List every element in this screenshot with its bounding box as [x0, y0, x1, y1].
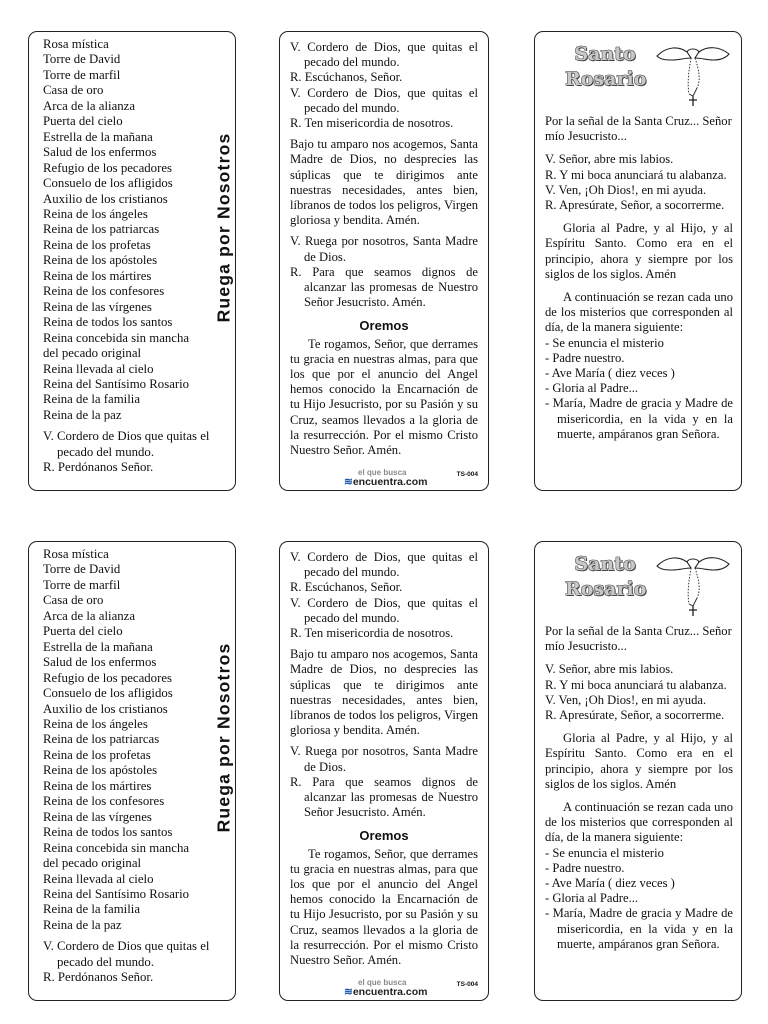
step-item: - María, Madre de gracia y Madre de misericordia, en la vida y en la muerte, ampáranos gran Señora. — [545, 906, 733, 951]
versicle: V. Ruega por nosotros, Santa Madre de Dios. — [290, 234, 478, 264]
litany-line: Rosa mística — [43, 547, 109, 561]
versicle: V. Ven, ¡Oh Dios!, en mi ayuda. — [545, 692, 707, 707]
litany-side-title: Ruega por Nosotros — [213, 642, 234, 832]
intro: Por la señal de la Santa Cruz... Señor mío Jesucristo... — [545, 114, 732, 144]
response: R. Y mi boca anunciará tu alabanza. — [545, 167, 727, 182]
litany-line: Reina de la paz — [43, 917, 122, 932]
litany-line: Reina de los ángeles — [43, 716, 148, 731]
litany-line: Reina de los patriarcas — [43, 732, 160, 747]
rosario-title: Santo Rosario — [565, 43, 647, 90]
oremos-heading: Oremos — [359, 828, 409, 844]
litany-line: Torre de marfil — [43, 577, 121, 592]
rosario-card — [534, 541, 742, 1001]
response: R. Escúchanos, Señor. — [290, 580, 403, 595]
oremos-heading: Oremos — [359, 318, 409, 334]
logo-tagline: el que busca — [358, 978, 407, 987]
praying-hands-rosary-icon — [653, 548, 733, 618]
encuentra-logo — [338, 978, 428, 1000]
prayers-text — [290, 40, 478, 458]
step-item: - Se enuncia el misterio — [545, 845, 664, 860]
litany-line: Estrella de la mañana — [43, 129, 153, 144]
versicle: V. Señor, abre mis labios. — [545, 152, 674, 167]
versicle: V. Señor, abre mis labios. — [545, 662, 674, 677]
litany-line: Reina de todos los santos — [43, 825, 173, 840]
rosario-title: Santo Rosario — [565, 553, 647, 600]
litany-line: Reina de los apóstoles — [43, 253, 158, 268]
litany-card — [28, 31, 236, 491]
encuentra-logo — [338, 468, 428, 490]
continuacion-text: A continuación se rezan cada uno de los misterios que corresponden al día, de la manera siguiente: — [545, 290, 733, 335]
rosario-text — [545, 114, 733, 442]
logo-text: encuentra.com — [352, 986, 428, 998]
litany-line: Reina de los mártires — [43, 268, 152, 283]
litany-line: Reina de los profetas — [43, 747, 151, 762]
litany-line: Torre de David — [43, 562, 121, 577]
step-item: - Gloria al Padre... — [545, 381, 639, 396]
rosario-card — [534, 31, 742, 491]
litany-line: Auxilio de los cristianos — [43, 701, 168, 716]
response: R. Ten misericordia de nosotros. — [290, 626, 454, 641]
logo-mark-icon: ≋ — [344, 986, 353, 998]
litany-line: Reina de la familia — [43, 392, 141, 407]
step-item: - Ave María ( diez veces ) — [545, 876, 675, 891]
versicle: V. Ruega por nosotros, Santa Madre de Dios. — [290, 744, 478, 774]
litany-line: Torre de David — [43, 52, 121, 67]
step-item: - Ave María ( diez veces ) — [545, 366, 675, 381]
litany-line: Reina de la familia — [43, 902, 141, 917]
step-item: - Se enuncia el misterio — [545, 335, 664, 350]
bajo-tu-amparo-prayer: Bajo tu amparo nos acogemos, Santa Madre de Dios, no desprecies las súplicas que te dirigimos ante nuestras necesidades, antes bien, líbranos de todos los peligros, Virgen gloriosa y bendita. Amén. — [290, 647, 478, 738]
gloria-prayer: Gloria al Padre, y al Hijo, y al Espíritu Santo. Como era en el principio, ahora y siempre por los siglos de los siglos. Amén — [545, 731, 733, 791]
logo-tagline: el que busca — [358, 468, 407, 477]
litany-line: Puerta del cielo — [43, 114, 123, 129]
response: R. Para que seamos dignos de alcanzar las promesas de Nuestro Señor Jesucristo. Amén. — [290, 774, 478, 820]
response: R. Escúchanos, Señor. — [290, 70, 403, 85]
litany-line: del pecado original — [43, 856, 142, 871]
litany-card — [28, 541, 236, 1001]
litany-line: Casa de oro — [43, 83, 104, 98]
litany-line: Reina de los apóstoles — [43, 763, 158, 778]
litany-response — [43, 429, 221, 475]
step-item: - Gloria al Padre... — [545, 891, 639, 906]
versicle: V. Cordero de Dios que quitas el pecado del mundo. — [43, 429, 210, 459]
litany-line: Casa de oro — [43, 593, 104, 608]
response: R. Ten misericordia de nosotros. — [290, 116, 454, 131]
prayers-text — [290, 550, 478, 968]
bajo-tu-amparo-prayer: Bajo tu amparo nos acogemos, Santa Madre de Dios, no desprecies las súplicas que te dirigimos ante nuestras necesidades, antes bien, líbranos de todos los peligros, Virgen gloriosa y bendita. Amén. — [290, 137, 478, 228]
litany-line: Refugio de los pecadores — [43, 670, 172, 685]
rosario-text — [545, 624, 733, 952]
litany-line: Reina concebida sin mancha — [43, 840, 190, 855]
card-code: TS-004 — [456, 981, 478, 988]
litany-line: Reina llevada al cielo — [43, 361, 154, 376]
litany-line: Estrella de la mañana — [43, 639, 153, 654]
versicle: V. Cordero de Dios, que quitas el pecado del mundo. — [290, 595, 478, 625]
litany-line: Arca de la alianza — [43, 608, 136, 623]
response: R. Perdónanos Señor. — [43, 460, 154, 475]
litany-line: Consuelo de los afligidos — [43, 176, 173, 191]
litany-line: Reina del Santísimo Rosario — [43, 886, 190, 901]
logo-text: encuentra.com — [352, 476, 428, 488]
litany-line: Salud de los enfermos — [43, 145, 157, 160]
litany-line: Reina del Santísimo Rosario — [43, 376, 190, 391]
litany-line: Reina de los mártires — [43, 778, 152, 793]
litany-line: Arca de la alianza — [43, 98, 136, 113]
litany-line: Rosa mística — [43, 37, 109, 51]
response: R. Perdónanos Señor. — [43, 970, 154, 985]
te-rogamos-prayer: Te rogamos, Señor, que derrames tu gracia en nuestras almas, para que los que por el anuncio del Angel hemos conocido la Encarnación de tu Hijo Jesucristo, por su Pasión y su Cruz, seamos llevados a la gloria de la resurrección. Por el mismo Cristo Nuestro Señor. Amén. — [290, 846, 478, 968]
litany-line: del pecado original — [43, 346, 142, 361]
litany-line: Consuelo de los afligidos — [43, 686, 173, 701]
litany-line: Reina de los profetas — [43, 237, 151, 252]
litany-response — [43, 939, 221, 985]
versicle: V. Cordero de Dios, que quitas el pecado del mundo. — [290, 40, 478, 70]
litany-side-title: Ruega por Nosotros — [213, 132, 234, 322]
litany-line: Reina de los patriarcas — [43, 222, 160, 237]
response: R. Apresúrate, Señor, a socorrerme. — [545, 198, 725, 213]
versicle: V. Cordero de Dios, que quitas el pecado del mundo. — [290, 85, 478, 115]
step-item: - Padre nuestro. — [545, 350, 625, 365]
litany-line: Reina de la paz — [43, 407, 122, 422]
litany-line: Salud de los enfermos — [43, 655, 157, 670]
litany-line: Reina de los confesores — [43, 284, 165, 299]
response: R. Apresúrate, Señor, a socorrerme. — [545, 708, 725, 723]
litany-line: Auxilio de los cristianos — [43, 191, 168, 206]
litany-line: Reina concebida sin mancha — [43, 330, 190, 345]
litany-line: Reina de los ángeles — [43, 206, 148, 221]
step-item: - Padre nuestro. — [545, 860, 625, 875]
prayers-card — [279, 541, 489, 1001]
litany-list — [43, 37, 221, 476]
versicle: V. Cordero de Dios que quitas el pecado del mundo. — [43, 939, 210, 969]
continuacion-text: A continuación se rezan cada uno de los misterios que corresponden al día, de la manera siguiente: — [545, 800, 733, 845]
prayers-card — [279, 31, 489, 491]
litany-list — [43, 547, 221, 986]
litany-line: Refugio de los pecadores — [43, 160, 172, 175]
litany-line: Torre de marfil — [43, 67, 121, 82]
praying-hands-rosary-icon — [653, 38, 733, 108]
litany-line: Puerta del cielo — [43, 624, 123, 639]
versicle: V. Ven, ¡Oh Dios!, en mi ayuda. — [545, 182, 707, 197]
intro: Por la señal de la Santa Cruz... Señor mío Jesucristo... — [545, 624, 732, 654]
response: R. Para que seamos dignos de alcanzar las promesas de Nuestro Señor Jesucristo. Amén. — [290, 264, 478, 310]
litany-line: Reina de los confesores — [43, 794, 165, 809]
gloria-prayer: Gloria al Padre, y al Hijo, y al Espíritu Santo. Como era en el principio, ahora y siempre por los siglos de los siglos. Amén — [545, 221, 733, 281]
card-code: TS-004 — [456, 471, 478, 478]
versicle: V. Cordero de Dios, que quitas el pecado del mundo. — [290, 550, 478, 580]
logo-mark-icon: ≋ — [344, 476, 353, 488]
response: R. Y mi boca anunciará tu alabanza. — [545, 677, 727, 692]
te-rogamos-prayer: Te rogamos, Señor, que derrames tu gracia en nuestras almas, para que los que por el anuncio del Angel hemos conocido la Encarnación de tu Hijo Jesucristo, por su Pasión y su Cruz, seamos llevados a la gloria de la resurrección. Por el mismo Cristo Nuestro Señor. Amén. — [290, 336, 478, 458]
litany-line: Reina de las vírgenes — [43, 809, 152, 824]
step-item: - María, Madre de gracia y Madre de misericordia, en la vida y en la muerte, ampáranos gran Señora. — [545, 396, 733, 441]
litany-line: Reina llevada al cielo — [43, 871, 154, 886]
litany-line: Reina de todos los santos — [43, 315, 173, 330]
litany-line: Reina de las vírgenes — [43, 299, 152, 314]
